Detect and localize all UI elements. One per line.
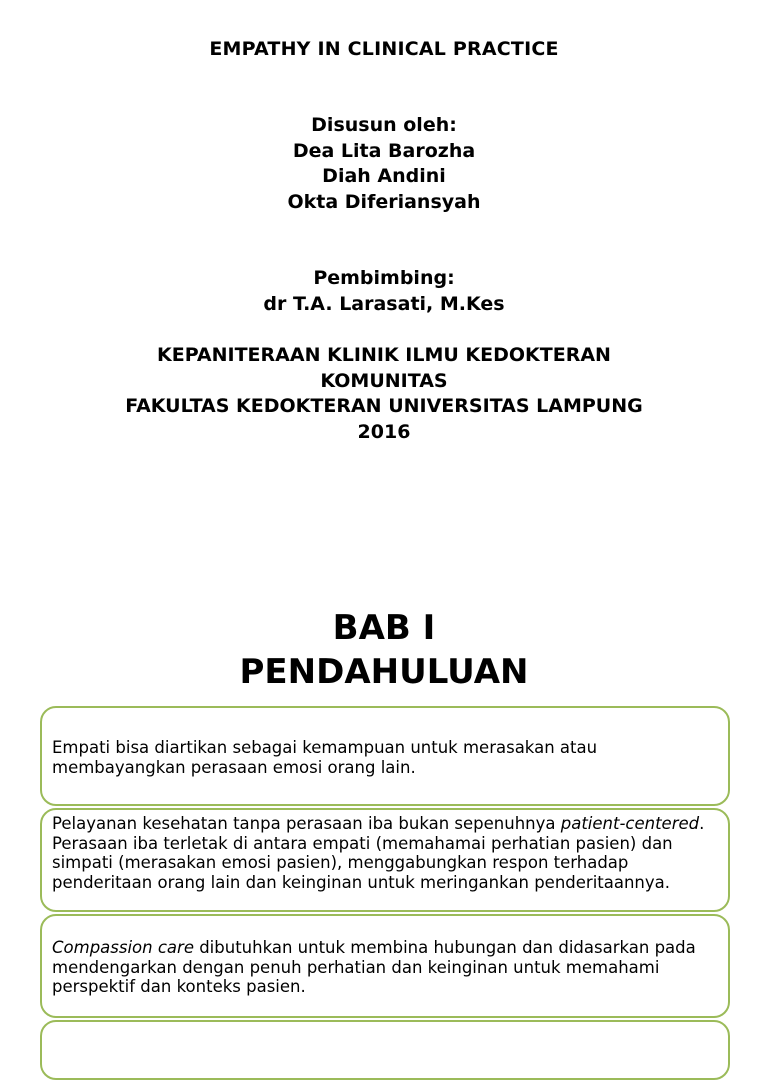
- author-name: Okta Diferiansyah: [287, 190, 481, 213]
- document-title: EMPATHY IN CLINICAL PRACTICE: [209, 38, 559, 60]
- box-text-lead: Pelayanan kesehatan tanpa perasaan iba bukan sepenuhnya: [52, 814, 561, 833]
- content-box-empathy-definition: [40, 706, 730, 806]
- institution-line: KEPANITERAAN KLINIK ILMU KEDOKTERAN: [157, 344, 611, 366]
- box-text-rest: . Perasaan iba terletak di antara empati (memahamai perhatian pasien) dan simpati (merasakan emosi pasien), menggabungkan respon terhadap penderitaan orang lain dan keinginan untuk meringankan penderitaannya.: [52, 814, 705, 892]
- author-name: Diah Andini: [322, 165, 446, 187]
- institution-section: [0, 343, 768, 445]
- authors-heading: Disusun oleh:: [311, 114, 457, 136]
- box-text-emphasis: patient-centered: [560, 814, 700, 833]
- institution-year: 2016: [357, 420, 411, 443]
- box-text: [52, 810, 718, 892]
- box-text: Empati bisa diartikan sebagai kemampuan untuk merasakan atau membayangkan perasaan emosi orang lain.: [52, 738, 598, 777]
- supervisor-heading: Pembimbing:: [313, 267, 455, 289]
- content-box-partial: [40, 1020, 730, 1080]
- chapter-number: BAB I: [332, 608, 436, 648]
- chapter-heading: [0, 606, 768, 694]
- institution-line: KOMUNITAS: [320, 369, 448, 392]
- author-name: Dea Lita Barozha: [292, 139, 476, 162]
- box-text-emphasis: Compassion care: [52, 938, 194, 957]
- institution-line: FAKULTAS KEDOKTERAN UNIVERSITAS LAMPUNG: [125, 395, 643, 417]
- supervisor-section: [0, 266, 768, 317]
- supervisor-name: dr T.A. Larasati, M.Kes: [263, 292, 505, 315]
- authors-section: [0, 113, 768, 215]
- content-box-patient-centered: [40, 808, 730, 912]
- content-box-compassion-care: [40, 914, 730, 1018]
- box-text-rest: dibutuhkan untuk membina hubungan dan didasarkan pada mendengarkan dengan penuh perhatian dan keinginan untuk memahami perspektif dan konteks pasien.: [52, 938, 696, 996]
- box-text: [52, 916, 718, 997]
- chapter-title: PENDAHULUAN: [239, 652, 529, 692]
